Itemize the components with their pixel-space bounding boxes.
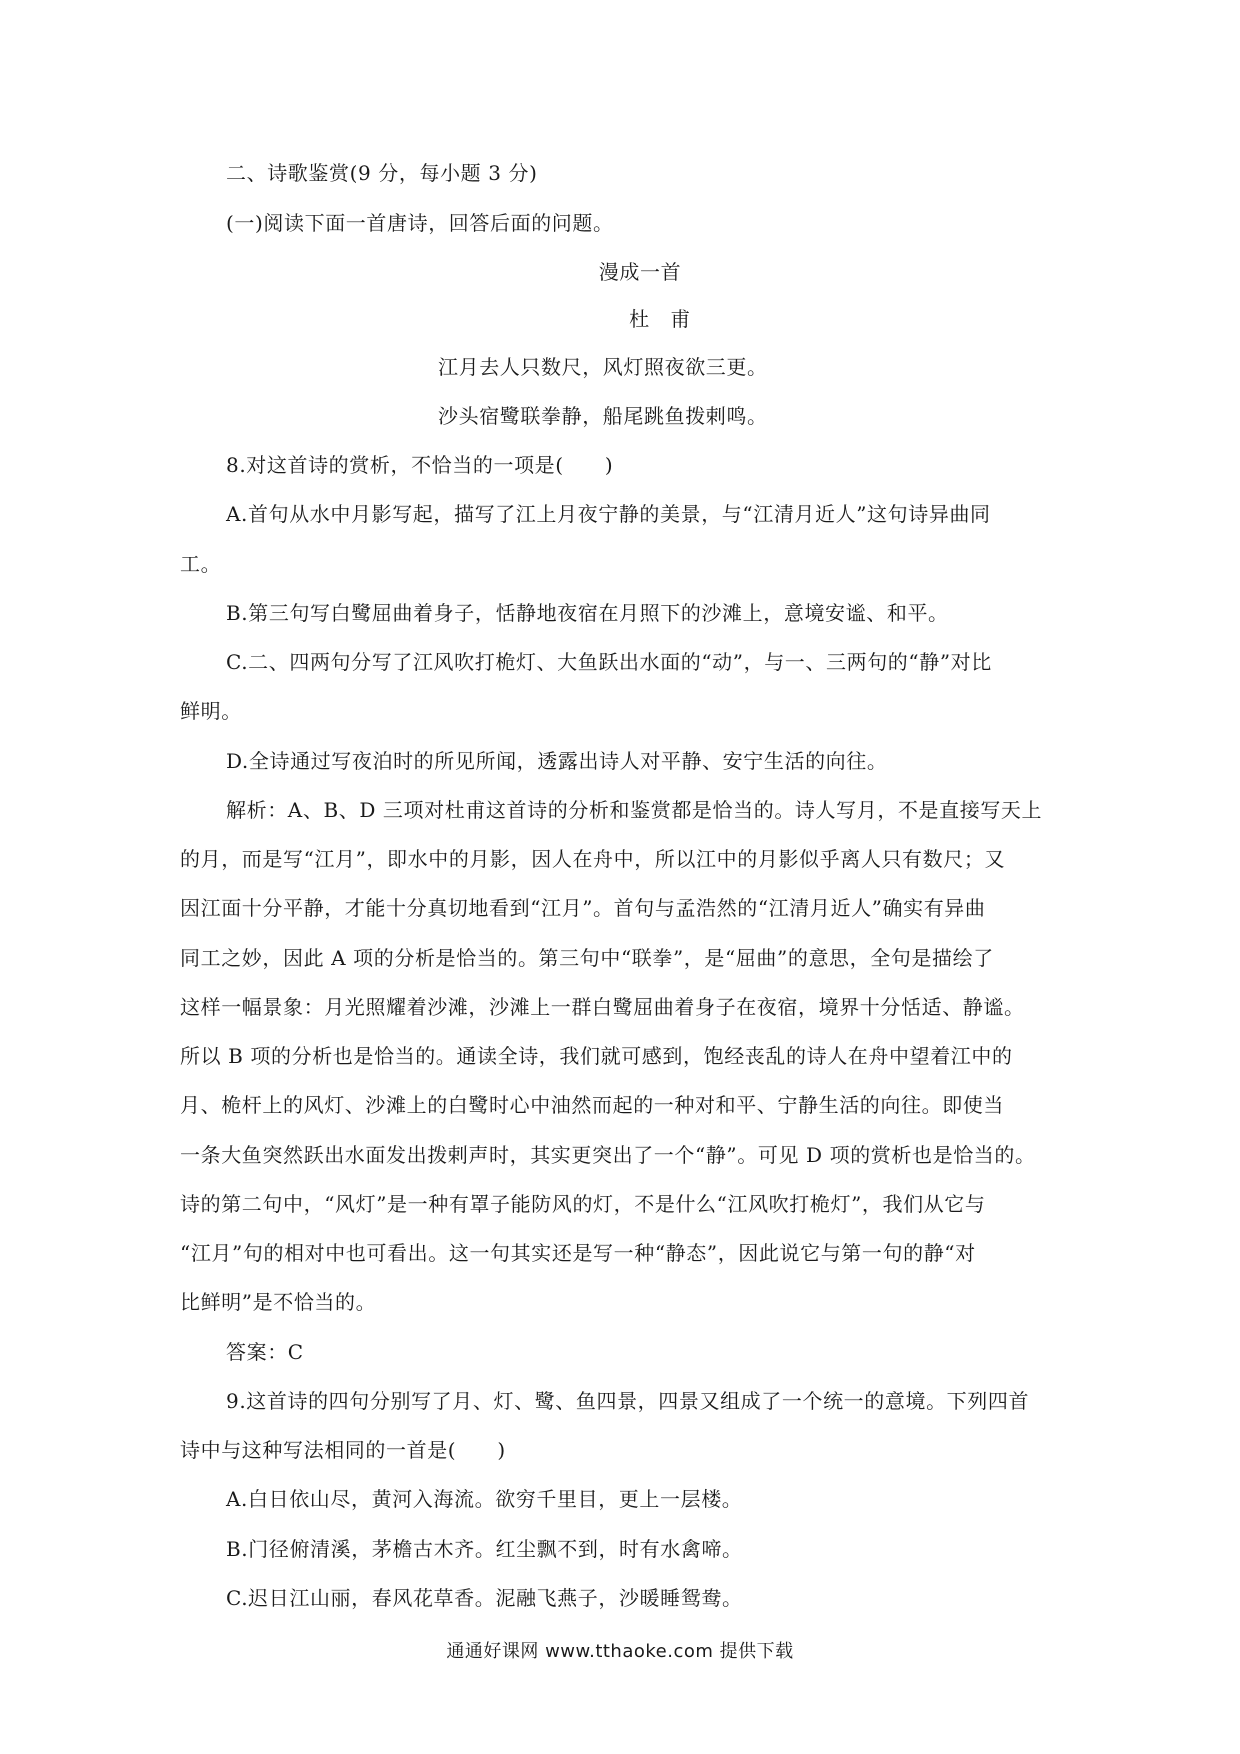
section-title: 二、诗歌鉴赏(9 分，每小题 3 分) xyxy=(226,161,538,185)
q8-answer: 答案：C xyxy=(226,1340,304,1364)
analysis-line: 比鲜明”是不恰当的。 xyxy=(180,1290,377,1314)
q9-stem-cont: 诗中与这种写法相同的一首是( ) xyxy=(180,1438,506,1462)
q8-option-d: D.全诗通过写夜泊时的所见所闻，透露出诗人对平静、安宁生活的向往。 xyxy=(226,749,888,773)
q9-option-a: A.白日依山尽，黄河入海流。欲穷千里目，更上一层楼。 xyxy=(226,1487,743,1511)
q8-option-b: B.第三句写白鹭屈曲着身子，恬静地夜宿在月照下的沙滩上，意境安谧、和平。 xyxy=(226,601,949,625)
q9-option-c: C.迟日江山丽，春风花草香。泥融飞燕子，沙暖睡鸳鸯。 xyxy=(226,1586,743,1610)
poem-title: 漫成一首 xyxy=(598,260,682,284)
analysis-line: 诗的第二句中，“风灯”是一种有罩子能防风的灯，不是什么“江风吹打桅灯”，我们从它与 xyxy=(180,1192,986,1216)
analysis-line: 所以 B 项的分析也是恰当的。通读全诗，我们就可感到，饱经丧乱的诗人在舟中望着江中的 xyxy=(180,1044,1013,1068)
q9-option-b: B.门径俯清溪，茅檐古木齐。红尘飘不到，时有水禽啼。 xyxy=(226,1537,743,1561)
q8-option-c-cont: 鲜明。 xyxy=(180,699,242,723)
instruction: (一)阅读下面一首唐诗，回答后面的问题。 xyxy=(226,211,614,235)
analysis-line: 一条大鱼突然跃出水面发出拨剌声时，其实更突出了一个“静”。可见 D 项的赏析也是恰当的。 xyxy=(180,1143,1036,1167)
analysis-line: “江月”句的相对中也可看出。这一句其实还是写一种“静态”，因此说它与第一句的静“对 xyxy=(180,1241,976,1265)
poem-author: 杜 甫 xyxy=(629,307,691,331)
q8-stem: 8.对这首诗的赏析，不恰当的一项是( ) xyxy=(226,453,614,477)
analysis-line: 月、桅杆上的风灯、沙滩上的白鹭时心中油然而起的一种对和平、宁静生活的向往。即使当 xyxy=(180,1093,1004,1117)
q8-option-a-cont: 工。 xyxy=(180,552,222,576)
analysis-line: 解析：A、B、D 三项对杜甫这首诗的分析和鉴赏都是恰当的。诗人写月，不是直接写天上 xyxy=(226,798,1043,822)
footer-watermark: 通通好课网 www.tthaoke.com 提供下载 xyxy=(446,1641,794,1662)
q9-stem: 9.这首诗的四句分别写了月、灯、鹭、鱼四景，四景又组成了一个统一的意境。下列四首 xyxy=(226,1389,1030,1413)
analysis-line: 因江面十分平静，才能十分真切地看到“江月”。首句与孟浩然的“江清月近人”确实有异曲 xyxy=(180,896,986,920)
analysis-line: 同工之妙，因此 A 项的分析是恰当的。第三句中“联拳”，是“屈曲”的意思，全句是描绘了 xyxy=(180,946,994,970)
q8-option-a: A.首句从水中月影写起，描写了江上月夜宁静的美景，与“江清月近人”这句诗异曲同 xyxy=(226,502,991,526)
analysis-line: 的月，而是写“江月”，即水中的月影，因人在舟中，所以江中的月影似乎离人只有数尺；又 xyxy=(180,847,1006,871)
poem-line-2: 沙头宿鹭联拳静，船尾跳鱼拨剌鸣。 xyxy=(438,404,768,428)
analysis-line: 这样一幅景象：月光照耀着沙滩，沙滩上一群白鹭屈曲着身子在夜宿，境界十分恬适、静谧。 xyxy=(180,995,1025,1019)
poem-line-1: 江月去人只数尺，风灯照夜欲三更。 xyxy=(438,355,768,379)
q8-option-c: C.二、四两句分写了江风吹打桅灯、大鱼跃出水面的“动”，与一、三两句的“静”对比 xyxy=(226,650,992,674)
